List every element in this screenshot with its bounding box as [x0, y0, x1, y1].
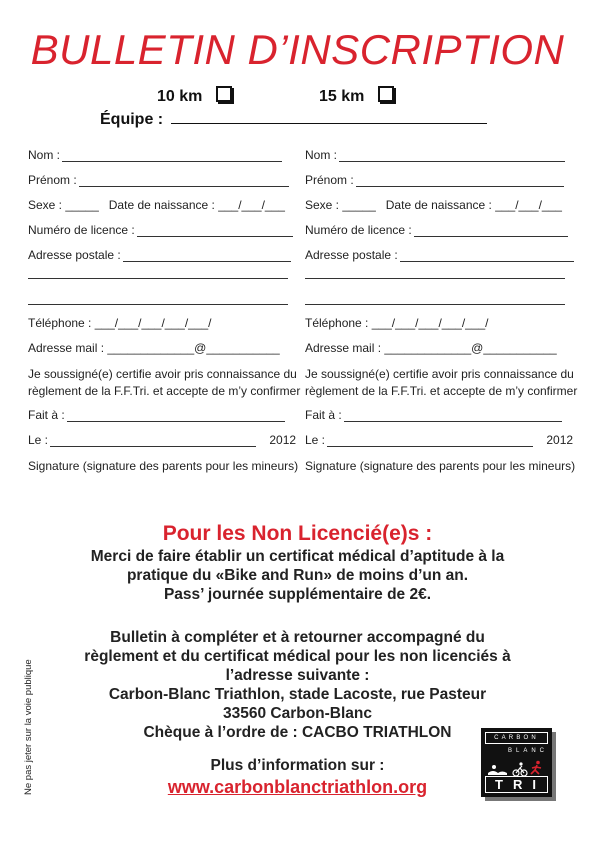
- retour-line-4: Carbon-Blanc Triathlon, stade Lacoste, rue Pasteur: [108, 686, 487, 703]
- adresse-line-3[interactable]: [305, 303, 565, 305]
- option-15km-label: 15 km: [319, 88, 365, 105]
- logo-top-text: CARBON: [485, 732, 548, 744]
- sexe-label: Sexe :: [28, 198, 63, 212]
- licence-line[interactable]: [137, 225, 293, 237]
- carbon-blanc-tri-logo: [481, 728, 552, 797]
- sexe-blank[interactable]: _____: [65, 198, 99, 212]
- date-naissance-label: Date de naissance :: [385, 198, 492, 212]
- date-naissance-blank[interactable]: ___/___/___: [218, 198, 285, 212]
- retour-line-2: règlement et du certificat médical pour les non licenciés à: [84, 648, 511, 665]
- retour-text: [0, 628, 595, 742]
- adresse-row[interactable]: [305, 248, 574, 262]
- logo-mid-text: BLANC: [507, 748, 548, 754]
- sexe-blank[interactable]: _____: [342, 198, 376, 212]
- fait-label: Fait à :: [305, 408, 342, 422]
- fait-label: Fait à :: [28, 408, 65, 422]
- option-10km[interactable]: [157, 86, 232, 106]
- licence-label: Numéro de licence :: [28, 223, 135, 237]
- year-label: 2012: [546, 433, 574, 447]
- date-naissance-blank[interactable]: ___/___/___: [495, 198, 562, 212]
- checkbox-15km[interactable]: [378, 86, 394, 102]
- le-label: Le :: [305, 433, 326, 447]
- prenom-line[interactable]: [79, 175, 289, 187]
- signature-label: Signature (signature des parents pour les mineurs): [305, 459, 576, 473]
- adresse-label: Adresse postale :: [305, 248, 398, 262]
- mail-row[interactable]: [28, 341, 280, 355]
- le-row[interactable]: [305, 433, 573, 447]
- prenom-label: Prénom :: [28, 173, 77, 187]
- equipe-label: Équipe :: [100, 111, 164, 128]
- licence-row[interactable]: [28, 223, 293, 237]
- adresse-line-2[interactable]: [28, 277, 288, 279]
- website-link[interactable]: www.carbonblanctriathlon.org: [167, 777, 428, 797]
- certify-line-2: règlement de la F.F.Tri. et accepte de m’y confirmer: [305, 384, 578, 398]
- retour-line-5: 33560 Carbon-Blanc: [222, 705, 373, 722]
- fait-row[interactable]: [305, 408, 562, 422]
- sexe-row[interactable]: [28, 198, 285, 212]
- signature-label: Signature (signature des parents pour les mineurs): [28, 459, 299, 473]
- telephone-row[interactable]: [305, 316, 489, 330]
- non-licencies-line-1: Merci de faire établir un certificat médical d’aptitude à la: [90, 548, 505, 565]
- telephone-row[interactable]: [28, 316, 212, 330]
- nom-label: Nom :: [28, 148, 61, 162]
- le-row[interactable]: [28, 433, 296, 447]
- certify-line-1: Je soussigné(e) certifie avoir pris connaissance du: [305, 367, 574, 381]
- fait-row[interactable]: [28, 408, 285, 422]
- fait-line[interactable]: [344, 410, 562, 422]
- nom-line[interactable]: [339, 150, 565, 162]
- option-15km[interactable]: [319, 86, 394, 106]
- nom-row[interactable]: [28, 148, 282, 162]
- non-licencies-text: [0, 547, 595, 604]
- prenom-label: Prénom :: [305, 173, 354, 187]
- non-licencies-heading: Pour les Non Licencié(e)s :: [162, 522, 433, 545]
- retour-line-3: l’adresse suivante :: [225, 667, 370, 684]
- certify-text: [305, 366, 577, 400]
- le-line[interactable]: [50, 435, 256, 447]
- adresse-line-3[interactable]: [28, 303, 288, 305]
- telephone-blank[interactable]: ___/___/___/___/___/: [94, 316, 212, 330]
- telephone-label: Téléphone :: [28, 316, 92, 330]
- certify-line-1: Je soussigné(e) certifie avoir pris connaissance du: [28, 367, 297, 381]
- date-naissance-label: Date de naissance :: [108, 198, 215, 212]
- adresse-label: Adresse postale :: [28, 248, 121, 262]
- adresse-line[interactable]: [400, 250, 574, 262]
- telephone-blank[interactable]: ___/___/___/___/___/: [371, 316, 489, 330]
- adresse-line-2[interactable]: [305, 277, 565, 279]
- licence-line[interactable]: [414, 225, 568, 237]
- fait-line[interactable]: [67, 410, 285, 422]
- equipe-field[interactable]: [100, 111, 487, 129]
- le-line[interactable]: [327, 435, 533, 447]
- logo-bottom-text: TRI: [485, 776, 548, 793]
- retour-line-1: Bulletin à compléter et à retourner accompagné du: [110, 629, 485, 646]
- sexe-row[interactable]: [305, 198, 562, 212]
- option-10km-label: 10 km: [157, 88, 203, 105]
- equipe-input-line[interactable]: [171, 111, 487, 124]
- prenom-line[interactable]: [356, 175, 564, 187]
- certify-line-2: règlement de la F.F.Tri. et accepte de m’y confirmer: [28, 384, 301, 398]
- mail-label: Adresse mail :: [28, 341, 105, 355]
- vertical-note: Ne pas jeter sur la voie publique: [23, 659, 34, 795]
- mail-label: Adresse mail :: [305, 341, 382, 355]
- signature-row[interactable]: [305, 459, 575, 473]
- prenom-row[interactable]: [28, 173, 289, 187]
- licence-label: Numéro de licence :: [305, 223, 412, 237]
- nom-row[interactable]: [305, 148, 565, 162]
- page-title: BULLETIN D’INSCRIPTION: [30, 26, 565, 73]
- le-label: Le :: [28, 433, 49, 447]
- logo-athletes-icon: [485, 759, 548, 777]
- adresse-row[interactable]: [28, 248, 291, 262]
- year-label: 2012: [269, 433, 297, 447]
- nom-line[interactable]: [62, 150, 282, 162]
- nom-label: Nom :: [305, 148, 338, 162]
- mail-row[interactable]: [305, 341, 557, 355]
- retour-line-6: Chèque à l’ordre de : CACBO TRIATHLON: [143, 724, 452, 741]
- adresse-line[interactable]: [123, 250, 291, 262]
- certify-text: [28, 366, 300, 400]
- mail-blank[interactable]: _____________@___________: [384, 341, 557, 355]
- mail-blank[interactable]: _____________@___________: [107, 341, 280, 355]
- sexe-label: Sexe :: [305, 198, 340, 212]
- prenom-row[interactable]: [305, 173, 564, 187]
- info-label: Plus d’information sur :: [210, 757, 385, 774]
- non-licencies-line-3: Pass’ journée supplémentaire de 2€.: [163, 586, 432, 603]
- signature-row[interactable]: [28, 459, 298, 473]
- licence-row[interactable]: [305, 223, 568, 237]
- checkbox-10km[interactable]: [216, 86, 232, 102]
- non-licencies-line-2: pratique du «Bike and Run» de moins d’un an.: [126, 567, 469, 584]
- telephone-label: Téléphone :: [305, 316, 369, 330]
